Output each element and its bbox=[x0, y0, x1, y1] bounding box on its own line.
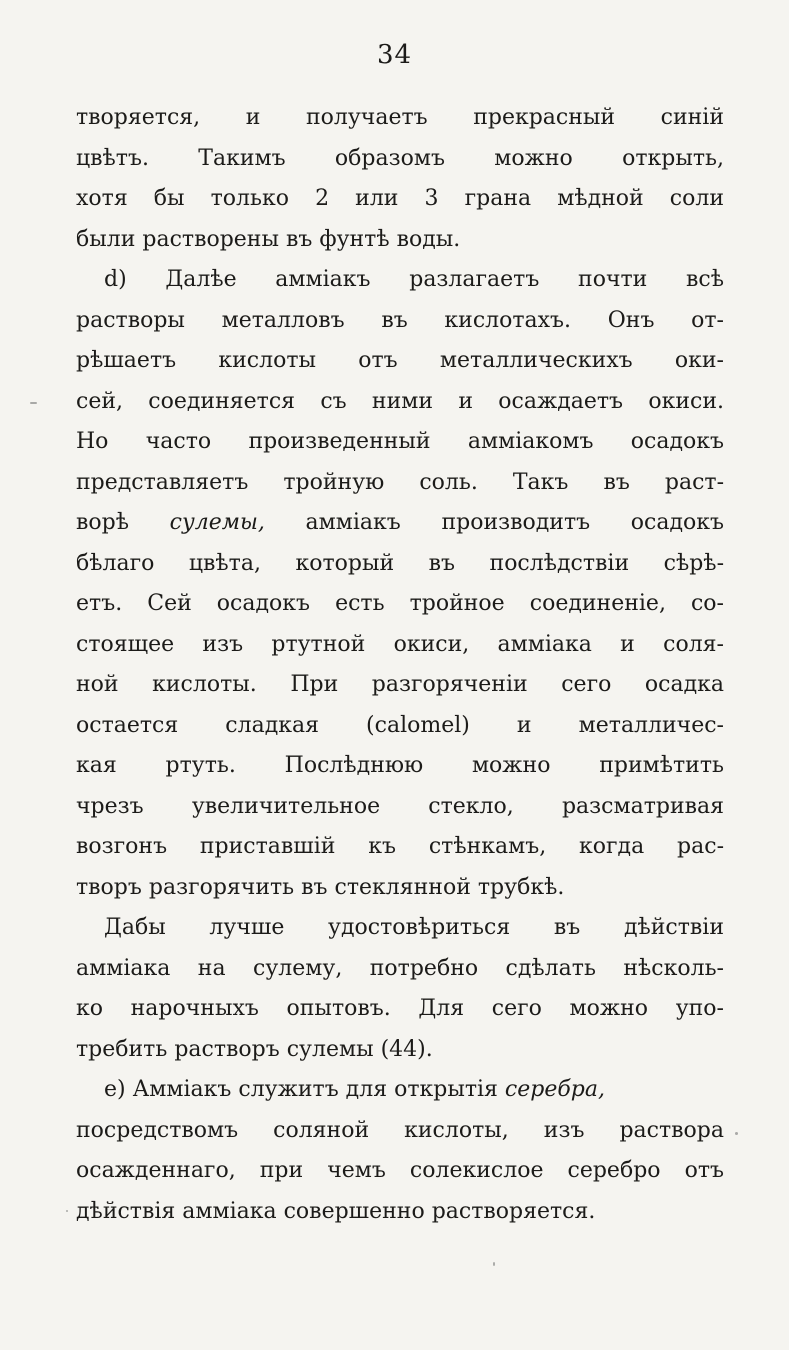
text-line: творъ разгорячить въ стеклянной трубкѣ. bbox=[76, 874, 565, 900]
text-line-with-italic bbox=[76, 503, 724, 544]
text-line: ной кислоты. При разгоряченіи сего осадка bbox=[76, 672, 724, 697]
italic-term: сулемы, bbox=[169, 510, 265, 535]
paragraph-e-start bbox=[76, 1070, 724, 1111]
text-line: осажденнаго, при чемъ солекислое серебро отъ bbox=[76, 1158, 724, 1183]
text-line: творяется, и получаетъ прекрасный синій bbox=[76, 105, 724, 130]
text-line: посредствомъ соляной кислоты, изъ раствора bbox=[76, 1117, 724, 1143]
text-line: амміака на сулему, потребно сдѣлать нѣсколь- bbox=[76, 955, 724, 981]
text-line: бѣлаго цвѣта, который въ послѣдствіи сѣрѣ- bbox=[76, 550, 724, 576]
text-line: требить растворъ сулемы (44). bbox=[76, 1036, 433, 1062]
paragraph-d-start: d) Далѣе амміакъ разлагаетъ почти всѣ bbox=[104, 267, 724, 292]
page-body bbox=[76, 98, 724, 1232]
paper-speck bbox=[30, 402, 37, 404]
text-line: стоящее изъ ртутной окиси, амміака и соля- bbox=[76, 631, 724, 657]
paper-speck bbox=[66, 1210, 68, 1212]
text-line: остается сладкая (calomel) и металличес- bbox=[76, 712, 724, 738]
text-run: амміакъ производитъ осадокъ bbox=[264, 510, 724, 535]
text-line: возгонъ приставшій къ стѣнкамъ, когда рас- bbox=[76, 834, 724, 859]
text-line: хотя бы только 2 или 3 грана мѣдной соли bbox=[76, 186, 724, 211]
text-line: етъ. Сей осадокъ есть тройное соединеніе, со- bbox=[76, 591, 724, 616]
paper-speck bbox=[735, 1132, 738, 1135]
text-line: цвѣтъ. Такимъ образомъ можно открыть, bbox=[76, 145, 724, 171]
text-line: были растворены въ фунтѣ воды. bbox=[76, 226, 461, 252]
paragraph-start: Дабы лучше удостовѣриться въ дѣйствіи bbox=[104, 915, 724, 940]
text-line: рѣшаетъ кислоты отъ металлическихъ оки- bbox=[76, 348, 724, 373]
text-run: e) Амміакъ служитъ для открытія bbox=[104, 1077, 505, 1102]
paper-speck bbox=[493, 1262, 495, 1266]
italic-term: серебра, bbox=[504, 1077, 605, 1102]
text-line: сей, соединяется съ ними и осаждаетъ окиси. bbox=[76, 388, 724, 414]
text-line: кая ртуть. Послѣднюю можно примѣтить bbox=[76, 753, 724, 778]
text-line: растворы металловъ въ кислотахъ. Онъ от- bbox=[76, 307, 724, 333]
page-number: 34 bbox=[376, 40, 413, 70]
text-line: представляетъ тройную соль. Такъ въ раст- bbox=[76, 469, 724, 495]
text-line: чрезъ увеличительное стекло, разсматривая bbox=[76, 793, 724, 819]
text-line: дѣйствія амміака совершенно растворяется. bbox=[76, 1198, 596, 1224]
text-run: ворѣ bbox=[76, 510, 170, 535]
text-line: Но часто произведенный амміакомъ осадокъ bbox=[76, 429, 724, 454]
text-line: ко нарочныхъ опытовъ. Для сего можно упо- bbox=[76, 996, 724, 1021]
